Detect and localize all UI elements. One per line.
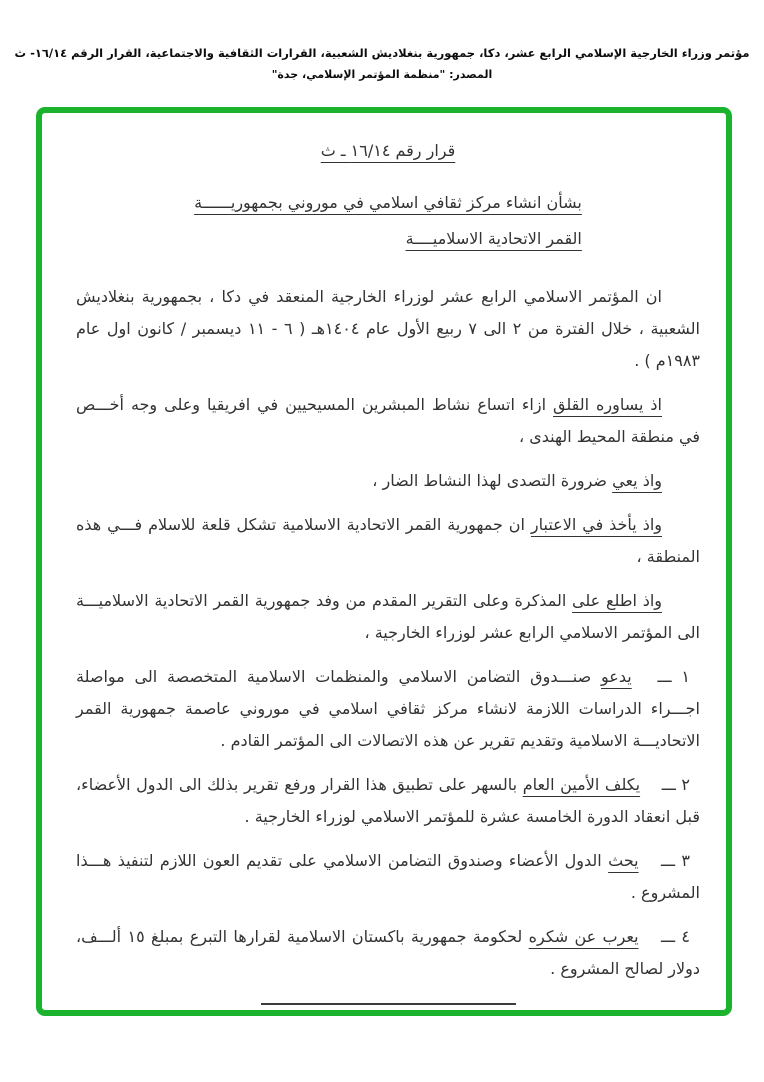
preamble-lead-3: واذ يأخذ في الاعتبار xyxy=(530,515,662,534)
item-text-2: بالسهر على تطبيق هذا القرار ورفع تقرير بذلك الى الدول الأعضاء، قبل انعقاد الدورة الخامسة عشرة للمؤتمر الاسلامي لوزراء الخارجية . xyxy=(76,775,700,826)
catalog-header xyxy=(0,46,764,81)
preamble-paragraph-3 xyxy=(76,509,700,573)
catalog-title: مؤتمر وزراء الخارجية الإسلامي الرابع عشر، دكا، جمهورية بنغلاديش الشعبية، القرارات الثقافية والاجتماعية، القرار الرقم ١٦/١٤- ث xyxy=(14,46,750,60)
item-lead-3: يحث xyxy=(608,851,639,870)
end-divider xyxy=(261,1003,516,1005)
preamble-paragraph-1 xyxy=(76,389,700,453)
resolution-subject-line1 xyxy=(194,187,582,219)
resolution-subject-heading xyxy=(194,187,582,255)
item-lead-4: يعرب عن شكره xyxy=(528,927,639,946)
resolution-item-4 xyxy=(76,921,700,985)
resolution-item-2 xyxy=(76,769,700,833)
preamble-lead-1: اذ يساوره القلق xyxy=(553,395,663,414)
opening-paragraph: ان المؤتمر الاسلامي الرابع عشر لوزراء الخارجية المنعقد في دكا ، بجمهورية بنغلاديش الشعبية ، خلال الفترة من ٢ الى ٧ ربيع الأول عام ١٤٠٤هـ ( ٦ - ١١ ديسمبر / كانون اول عام ١٩٨٣م ) . xyxy=(76,287,700,370)
preamble-paragraph-4 xyxy=(76,585,700,649)
item-number-3: ٣ ـــ xyxy=(660,851,690,870)
resolution-item-3 xyxy=(76,845,700,909)
preamble-text-2: ضرورة التصدى لهذا النشاط الضار ، xyxy=(372,471,608,490)
catalog-source: المصدر: "منظمة المؤتمر الإسلامي، جدة" xyxy=(271,68,493,81)
preamble-text-1: ازاء اتساع نشاط المبشرين المسيحيين في افريقيا وعلى وجه أخـــص في منطقة المحيط الهندى ، xyxy=(76,395,700,446)
resolution-subject-text1: بشأن انشاء مركز ثقافي اسلامي في موروني بجمهوريــــــة xyxy=(194,193,582,212)
preamble-text-4: المذكرة وعلى التقرير المقدم من وفد جمهورية القمر الاتحادية الاسلاميـــة الى المؤتمر الاسلامي الرابع عشر لوزراء الخارجية ، xyxy=(76,591,700,642)
item-text-4: لحكومة جمهورية باكستان الاسلامية لقرارها التبرع بمبلغ ١٥ ألـــف، دولار لصالح المشروع . xyxy=(76,927,700,978)
resolution-number-heading xyxy=(76,135,700,167)
preamble-text-3: ان جمهورية القمر الاتحادية الاسلامية تشكل قلعة للاسلام فـــي هذه المنطقة ، xyxy=(76,515,700,566)
resolution-item-1 xyxy=(76,661,700,757)
document-scan-frame xyxy=(36,107,732,1016)
item-text-1: صنـــدوق التضامن الاسلامي والمنظمات الاسلامية المتخصصة الى مواصلة اجـــراء الدراسات اللازمة لانشاء مركز ثقافي اسلامي في موروني عاصمة جمهورية القمر الاتحاديـــة الاسلامية وتقديم تقرير عن هذه الاتصالات الى المؤتمر القادم . xyxy=(76,667,700,750)
resolution-subject-text2: القمر الاتحادية الاسلاميــــة xyxy=(405,229,582,248)
resolution-subject-line2 xyxy=(194,223,582,255)
resolution-number-text: قرار رقم ١٦/١٤ ـ ث xyxy=(320,141,456,160)
item-number-2: ٢ ـــ xyxy=(661,775,690,794)
item-number-4: ٤ ـــ xyxy=(660,927,690,946)
preamble-lead-4: واذ اطلع على xyxy=(572,591,662,610)
item-number-1: ١ ـــ xyxy=(657,667,691,686)
item-lead-1: يدعو xyxy=(601,667,632,686)
item-text-3: الدول الأعضاء وصندوق التضامن الاسلامي على تقديم العون اللازم لتنفيذ هـــذا المشروع . xyxy=(76,851,700,902)
preamble-lead-2: واذ يعي xyxy=(612,471,662,490)
preamble-paragraph-2 xyxy=(76,465,700,497)
item-lead-2: يكلف الأمين العام xyxy=(522,775,641,794)
